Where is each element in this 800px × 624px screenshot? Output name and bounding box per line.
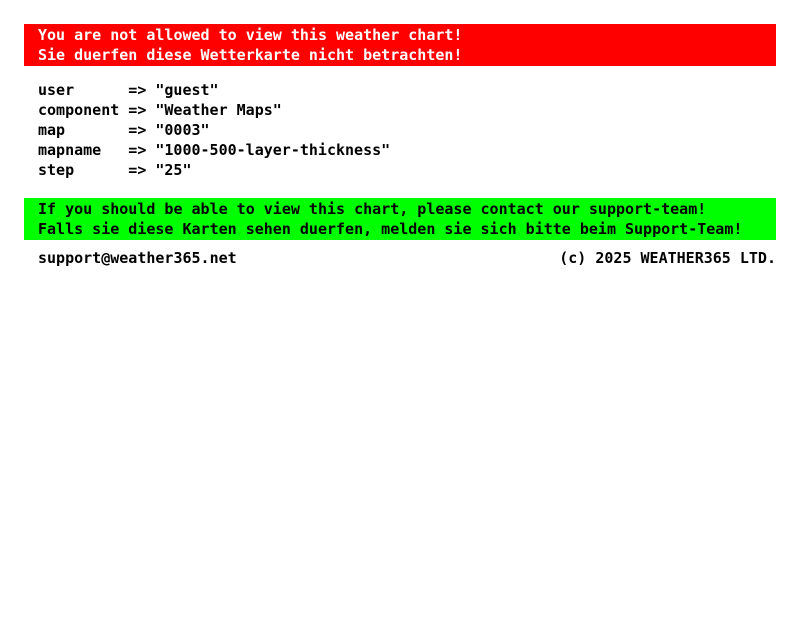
kv-row-user — [38, 80, 776, 100]
kv-key: mapname — [38, 141, 102, 159]
kv-value: "0003" — [155, 121, 210, 139]
kv-row-step — [38, 160, 776, 180]
arrow-glyph: => — [128, 81, 147, 99]
kv-row-map — [38, 120, 776, 140]
access-denied-page — [0, 24, 800, 268]
footer — [24, 248, 776, 268]
kv-value: "1000-500-layer-thickness" — [155, 141, 391, 159]
access-denied-banner — [24, 24, 776, 66]
copyright-notice: (c) 2025 WEATHER365 LTD. — [559, 249, 776, 267]
access-denied-line-de: Sie duerfen diese Wetterkarte nicht betrachten! — [38, 46, 463, 64]
support-line-de: Falls sie diese Karten sehen duerfen, melden sie sich bitte beim Support-Team! — [38, 220, 743, 238]
kv-key: map — [38, 121, 66, 139]
support-line-en: If you should be able to view this chart, please contact our support-team! — [38, 200, 707, 218]
kv-row-component — [38, 100, 776, 120]
arrow-glyph: => — [128, 101, 147, 119]
kv-row-mapname — [38, 140, 776, 160]
support-email: support@weather365.net — [38, 249, 237, 267]
kv-value: "Weather Maps" — [155, 101, 282, 119]
arrow-glyph: => — [128, 141, 147, 159]
access-denied-line-en: You are not allowed to view this weather chart! — [38, 26, 463, 44]
kv-value: "25" — [155, 161, 192, 179]
kv-value: "guest" — [155, 81, 219, 99]
request-details — [38, 80, 776, 180]
kv-key: component — [38, 101, 120, 119]
kv-key: user — [38, 81, 75, 99]
arrow-glyph: => — [128, 121, 147, 139]
support-banner — [24, 198, 776, 240]
kv-key: step — [38, 161, 75, 179]
arrow-glyph: => — [128, 161, 147, 179]
